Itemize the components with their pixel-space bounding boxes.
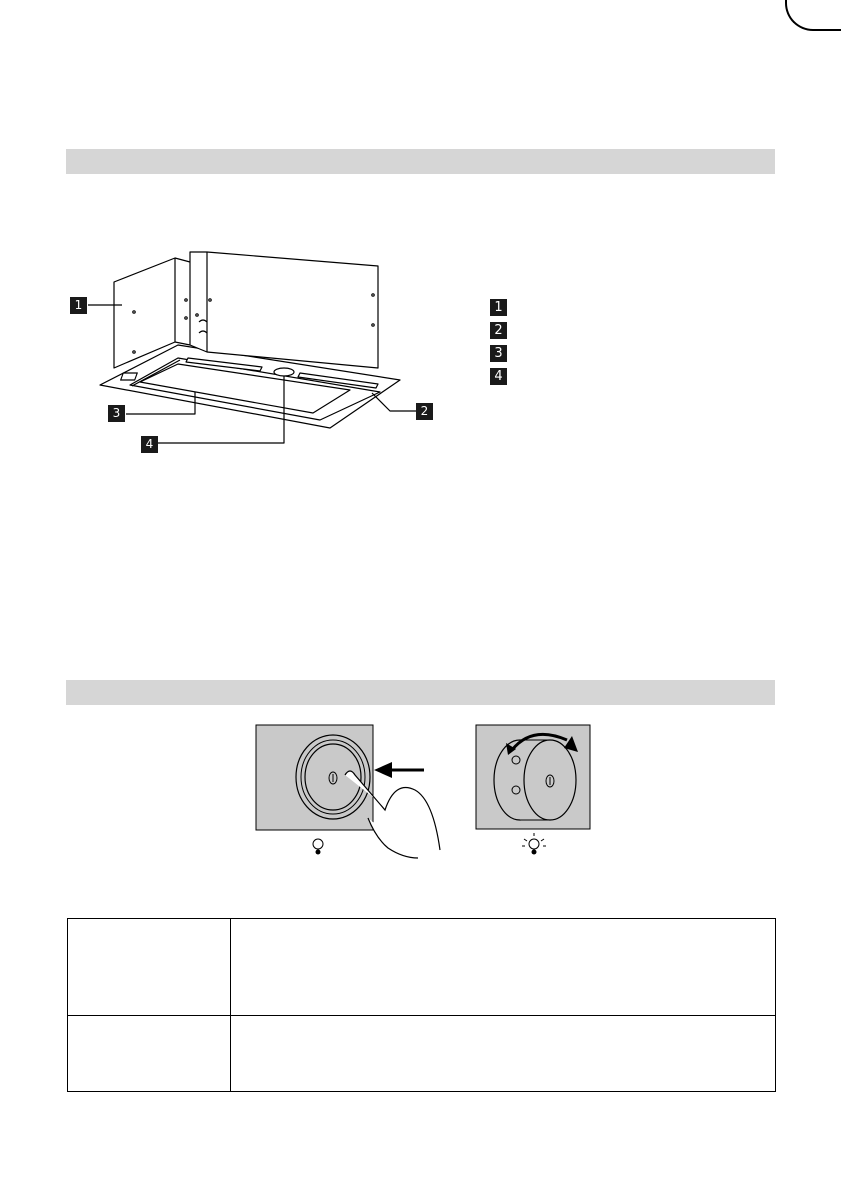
light-on-icon — [522, 833, 546, 855]
hood-control-knob — [274, 368, 294, 376]
legend-number-3: 3 — [490, 345, 507, 362]
legend-number-1: 1 — [490, 299, 507, 316]
callout-1: 1 — [70, 297, 87, 314]
diagram-legend — [490, 299, 520, 391]
table-cell-label — [68, 919, 231, 1016]
table-row — [68, 919, 776, 1016]
cooker-hood-diagram — [0, 0, 842, 500]
function-table — [67, 918, 776, 1092]
legend-number-2: 2 — [490, 322, 507, 339]
hood-main-box — [190, 252, 378, 368]
table-cell-label — [68, 1016, 231, 1092]
table-cell-description — [231, 919, 776, 1016]
knob-rotate-figure — [0, 710, 842, 910]
callout-2: 2 — [416, 403, 433, 420]
table-cell-description — [231, 1016, 776, 1092]
callout-3: 3 — [108, 405, 125, 422]
callout-4: 4 — [141, 436, 158, 453]
table-row — [68, 1016, 776, 1092]
legend-number-4: 4 — [490, 368, 507, 385]
section-header-bar-2 — [66, 680, 775, 705]
